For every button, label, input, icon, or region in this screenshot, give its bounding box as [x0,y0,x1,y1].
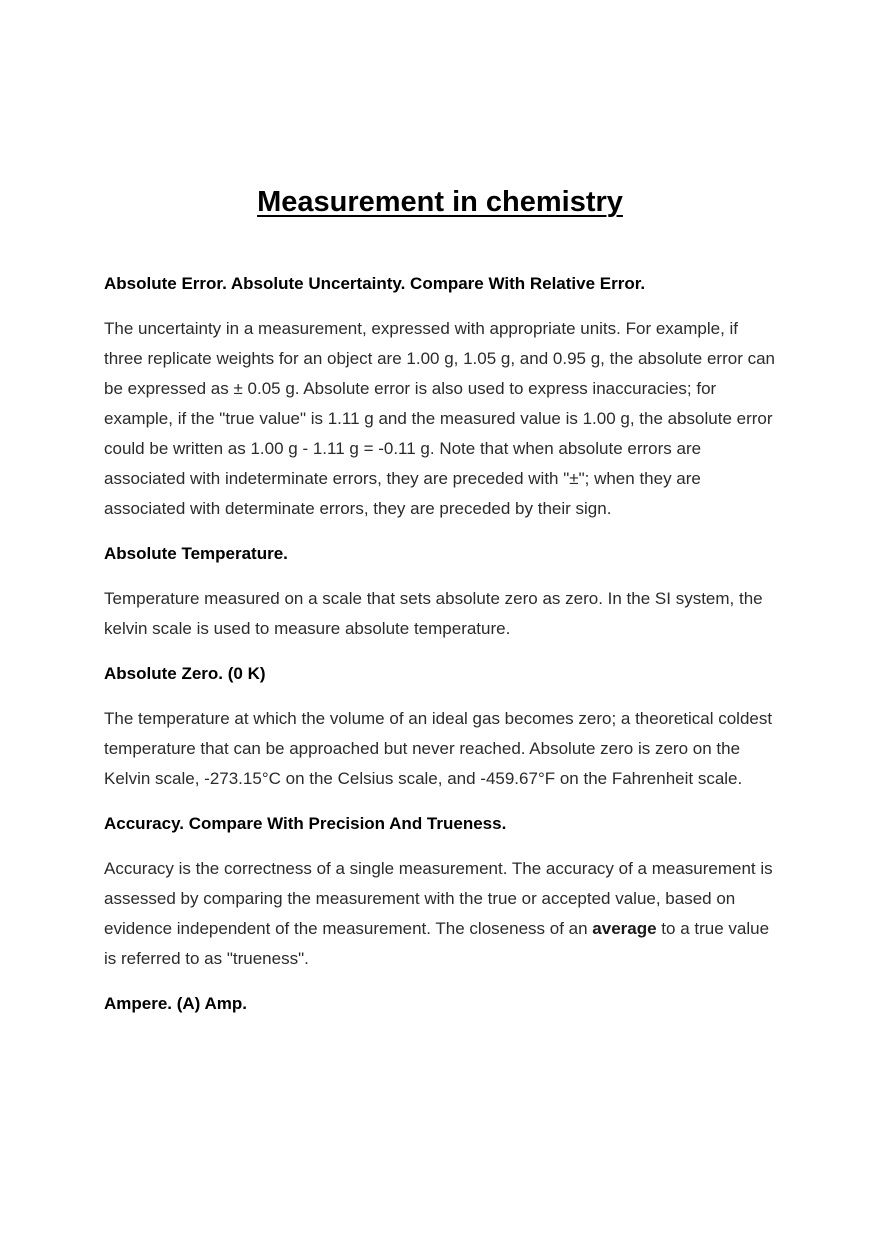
term-absolute-error: Absolute Error. Absolute Uncertainty. Compare With Relative Error. [104,274,646,293]
definition-accuracy-part-2: to a true value is referred to as "trueness". [104,919,770,968]
definition-absolute-temperature: Temperature measured on a scale that sets absolute zero as zero. In the SI system, the kelvin scale is used to measure absolute temperature. [104,589,763,638]
definition-accuracy-part-1: Accuracy is the correctness of a single measurement. The accuracy of a measurement is assessed by comparing the measurement with the true or accepted value, based on evidence independent of the measurement. The closeness of an [104,859,773,938]
glossary-content [104,270,780,1018]
term-absolute-temperature: Absolute Temperature. [104,544,288,563]
term-accuracy: Accuracy. Compare With Precision And Trueness. [104,814,507,833]
term-ampere: Ampere. (A) Amp. [104,994,247,1013]
term-absolute-zero: Absolute Zero. (0 K) [104,664,266,683]
definition-accuracy [104,854,780,974]
definition-absolute-error: The uncertainty in a measurement, expressed with appropriate units. For example, if three replicate weights for an object are 1.00 g, 1.05 g, and 0.95 g, the absolute error can be expressed as ± 0.05 g. Absolute error is also used to express inaccuracies; for example, if the "true value" is 1.11 g and the measured value is 1.00 g, the absolute error could be written as 1.00 g - 1.11 g = -0.11 g. Note that when absolute errors are associated with indeterminate errors, they are preceded with "±"; when they are associated with determinate errors, they are preceded by their sign. [104,319,775,518]
page-title: Measurement in chemistry [257,186,623,218]
definition-accuracy-bold-term: average [592,919,657,938]
definition-absolute-zero: The temperature at which the volume of an ideal gas becomes zero; a theoretical coldest temperature that can be approached but never reached. Absolute zero is zero on the Kelvin scale, -273.15°C on the Celsius scale, and -459.67°F on the Fahrenheit scale. [104,709,773,788]
